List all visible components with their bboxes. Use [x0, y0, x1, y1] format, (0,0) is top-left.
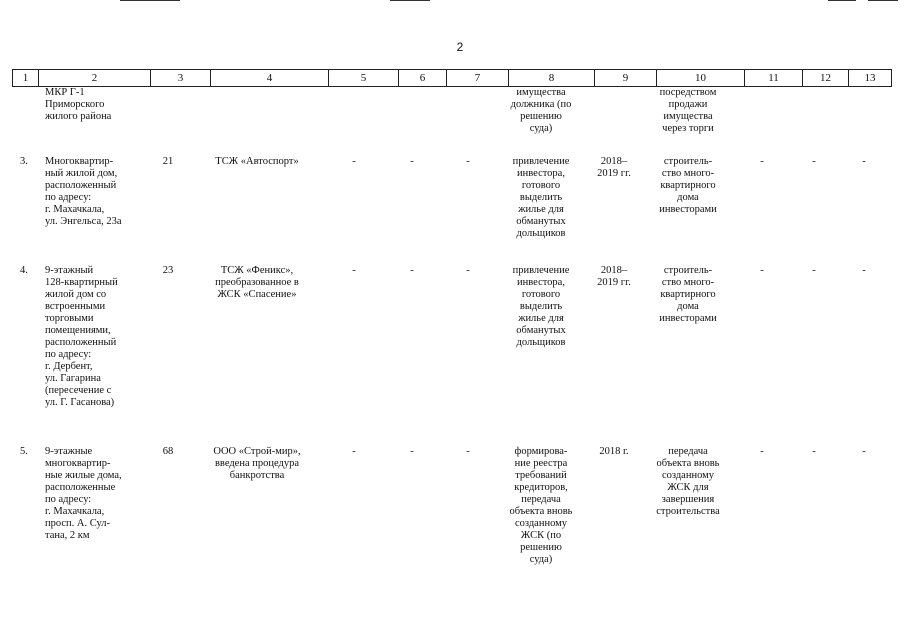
scan-mark — [868, 0, 898, 1]
cell-col-6: - — [410, 446, 414, 457]
cell-count: 68 — [162, 446, 174, 457]
cell-measure: имущества должника (по решению суда) — [510, 87, 572, 134]
cell-number: 5. — [20, 446, 28, 457]
cell-number: 3. — [20, 156, 28, 167]
cell-result: передача объекта вновь созданному ЖСК для завершения строительства — [656, 446, 720, 517]
cell-col-11: - — [760, 265, 764, 276]
cell-col-7: - — [466, 446, 470, 457]
header-col-2: 2 — [38, 70, 150, 86]
cell-period: 2018– 2019 гг. — [597, 265, 631, 288]
cell-col-13: - — [862, 265, 866, 276]
cell-result: строитель- ство много- квартирного дома инвесторами — [659, 265, 717, 324]
header-col-3: 3 — [150, 70, 210, 86]
cell-col-13: - — [862, 446, 866, 457]
header-col-5: 5 — [328, 70, 398, 86]
cell-measure: привлечение инвестора, готового выделить жилье для обманутых дольщиков — [512, 265, 570, 348]
header-col-11: 11 — [744, 70, 802, 86]
cell-period: 2018 г. — [599, 446, 629, 457]
cell-count: 21 — [162, 156, 174, 167]
cell-col-12: - — [812, 446, 816, 457]
cell-col-12: - — [812, 156, 816, 167]
cell-object: Многоквартир- ный жилой дом, расположенный по адресу: г. Махачкала, ул. Энгельса, 23а — [45, 156, 122, 227]
header-col-12: 12 — [802, 70, 848, 86]
header-col-1: 1 — [12, 70, 38, 86]
page-number: 2 — [456, 40, 464, 54]
cell-period: 2018– 2019 гг. — [597, 156, 631, 179]
cell-col-6: - — [410, 265, 414, 276]
header-col-13: 13 — [848, 70, 892, 86]
cell-developer: ТСЖ «Феникс», преобразованное в ЖСК «Спасение» — [215, 265, 299, 300]
header-col-10: 10 — [656, 70, 744, 86]
cell-col-5: - — [352, 446, 356, 457]
cell-col-5: - — [352, 265, 356, 276]
scan-mark — [120, 0, 180, 1]
header-col-7: 7 — [446, 70, 508, 86]
cell-count: 23 — [162, 265, 174, 276]
cell-col-6: - — [410, 156, 414, 167]
cell-col-11: - — [760, 446, 764, 457]
header-col-4: 4 — [210, 70, 328, 86]
scan-mark — [828, 0, 856, 1]
cell-col-7: - — [466, 156, 470, 167]
table-header-row — [12, 69, 892, 87]
cell-measure: привлечение инвестора, готового выделить жилье для обманутых дольщиков — [512, 156, 570, 239]
cell-col-11: - — [760, 156, 764, 167]
cell-object: 9-этажный 128-квартирный жилой дом со встроенными торговыми помещениями, расположенный по адресу: г. Дербент, ул. Гагарина (пересечение с ул. Г. Гасанова) — [45, 265, 118, 408]
cell-object: 9-этажные многоквартир- ные жилые дома, расположенные по адресу: г. Махачкала, просп. А. Сул- тана, 2 км — [45, 446, 122, 541]
cell-developer: ТСЖ «Автоспорт» — [215, 156, 299, 167]
cell-col-7: - — [466, 265, 470, 276]
cell-measure: формирова- ние реестра требований кредиторов, передача объекта вновь созданному ЖСК (по решению суда) — [509, 446, 573, 565]
cell-result: строитель- ство много- квартирного дома инвесторами — [659, 156, 717, 215]
cell-object: МКР Г-1 Приморского жилого района — [45, 87, 112, 122]
cell-number: 4. — [20, 265, 28, 276]
cell-result: посредством продажи имущества через торги — [659, 87, 717, 134]
header-col-9: 9 — [594, 70, 656, 86]
cell-developer: ООО «Строй-мир», введена процедура банкротства — [213, 446, 301, 481]
header-col-8: 8 — [508, 70, 594, 86]
header-col-6: 6 — [398, 70, 446, 86]
cell-col-5: - — [352, 156, 356, 167]
cell-col-12: - — [812, 265, 816, 276]
cell-col-13: - — [862, 156, 866, 167]
scan-mark — [390, 0, 430, 1]
